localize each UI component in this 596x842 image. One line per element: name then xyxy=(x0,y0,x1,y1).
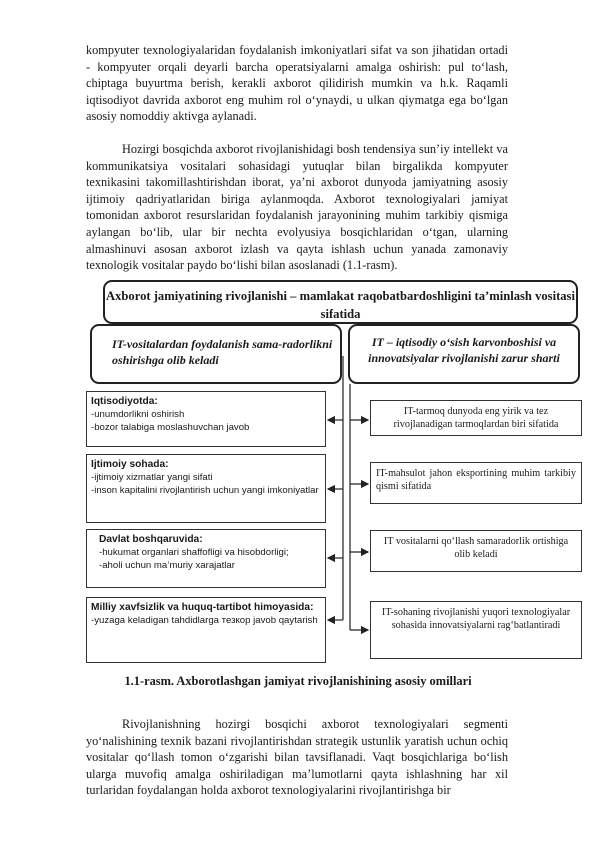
figure-caption: 1.1-rasm. Axborotlashgan jamiyat rivojlanishining asosiy omillari xyxy=(124,674,472,688)
box-line: -inson kapitalini rivojlantirish uchun yangi imkoniyatlar xyxy=(91,485,319,496)
it-efficiency-box: IT vositalarni qo‘llash samaradorlik ortishiga olib keladi xyxy=(370,530,582,572)
economy-box xyxy=(86,391,326,447)
national-security-box xyxy=(86,597,326,663)
box-line: -unumdorlikni oshirish xyxy=(91,409,185,420)
box-heading: Ijtimoiy sohada: xyxy=(91,459,169,470)
box-line: -hukumat organlari shaffofligi va hisobdorligi; xyxy=(99,547,289,558)
box-line: -aholi uchun ma’muriy xarajatlar xyxy=(99,560,235,571)
box-line: -bozor talabiga moslashuvchan javob xyxy=(91,422,250,433)
box-heading: Davlat boshqaruvida: xyxy=(99,534,203,545)
box-line: -ijtimoiy xizmatlar yangi sifati xyxy=(91,472,213,483)
right-header-box: IT – iqtisodiy o‘sish karvonboshisi va innovatsiyalar rivojlanishi zarur sharti xyxy=(348,324,580,384)
public-administration-box xyxy=(86,529,326,588)
social-sphere-box xyxy=(86,454,326,523)
it-industry-box: IT-tarmoq dunyoda eng yirik va tez rivojlanadigan tarmoqlardan biri sifatida xyxy=(370,400,582,436)
box-heading: Iqtisodiyotda: xyxy=(91,396,158,407)
paragraph-development-stage: Rivojlanishning hozirgi bosqichi axborot texnologiyalari segmenti yo‘nalishining texnik bazani rivojlantirishdan strategik ustunlik yaratish uchun ochiq vositalar qo‘llash tomon o‘zgarishi bilan tavsiflanadi. Vaqt bosqichlariga bo‘lish ularga muvofiq amalga oshiriladigan ma’lumotlarni qayta ishlashning har xil turlaridan foydalangan holda axborot texnologiyalarini rivojlantirishga bir xyxy=(86,717,508,798)
box-heading: Milliy xavfsizlik va huquq-tartibot himoyasida: xyxy=(91,602,314,613)
box-line: -yuzaga keladigan tahdidlarga тезкор javob qaytarish xyxy=(91,615,318,626)
it-export-box: IT-mahsulot jahon eksportining muhim tarkibiy qismi sifatida xyxy=(370,462,582,504)
paragraph-intro: kompyuter texnologiyalaridan foydalanish imkoniyatlari sifat va son jihatidan ortadi - kompyuter orqali deyarli barcha operatsiyalarni amalga oshirish: pul to‘lash, chiptaga buyurtma berish, kerakli axborot qilidirish mumkin va h.k. Raqamli iqtisodiyot davrida axborot eng muhim rol o‘ynaydi, u ulkan qiymatga ega bo‘lgan asosiy nomoddiy aktivga aylanadi. xyxy=(86,43,508,124)
diagram-title-box: Axborot jamiyatining rivojlanishi – mamlakat raqobatbardoshligini ta’minlash vositasi sifatida xyxy=(103,280,578,324)
it-innovation-box: IT-sohaning rivojlanishi yuqori texnologiyalar sohasida innovatsiyalarni rag‘batlantiradi xyxy=(370,601,582,659)
paragraph-current-stage: Hozirgi bosqichda axborot rivojlanishidagi bosh tendensiya sun’iy intellekt va kommunikatsiya vositalari sohasidagi yutuqlar bilan birgalikda kompyuter texnikasini takomillashtirishdan iborat, ya’ni axborot dunyoda jamiyatning asosiy ijtimoiy qadriyatlaridan biriga aylanmoqda. Axborot texnologiyalari jamiyat tomonidan axborot resurslaridan foydalanish jarayonining muhim tarkibiy qismiga aylangan bo‘lib, ular bir nechta evolyusiya bosqichlaridan o‘tgan, ularning almashinuvi asosan axborot izlash va qayta ishlash uchun yanada zamonaviy texnologik vositalar paydo bo‘lishi bilan asoslanadi (1.1-rasm). xyxy=(86,142,508,273)
left-header-box: IT-vositalardan foydalanish sama-radorlikni oshirishga olib keladi xyxy=(90,324,342,384)
